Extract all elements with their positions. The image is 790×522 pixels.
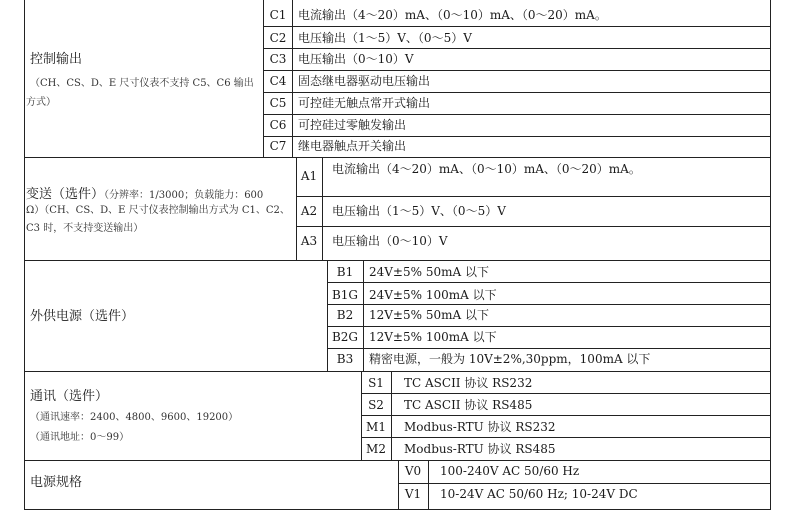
column-divider: [322, 157, 323, 261]
option-code: A3: [300, 234, 318, 248]
row-divider: [327, 282, 771, 283]
option-code: A2: [300, 204, 318, 218]
option-description: 24V±5% 100mA 以下: [369, 288, 497, 302]
section-note: （CH、CS、D、E 尺寸仪表不支持 C5、C6 输出: [30, 78, 254, 89]
section-note: （通讯地址：0～99）: [30, 432, 130, 443]
option-code: B2G: [331, 330, 359, 344]
option-description: Modbus-RTU 协议 RS232: [404, 420, 556, 434]
option-code: C7: [269, 139, 287, 153]
row-divider: [398, 483, 771, 484]
option-description: 继电器触点开关输出: [298, 139, 407, 153]
option-code: M1: [366, 420, 386, 434]
option-code: B2: [336, 308, 354, 322]
option-description: 可控硅无触点常开式输出: [298, 96, 431, 110]
row-divider: [263, 92, 771, 93]
row-divider: [296, 226, 771, 227]
option-code: C1: [269, 8, 287, 22]
section-title: 变送（选件）: [26, 187, 105, 202]
section-note: （通讯速率：2400、4800、9600、19200）: [30, 412, 239, 423]
section-title-communication: 通讯（选件）: [30, 389, 109, 404]
column-divider: [263, 0, 264, 158]
option-description: 24V±5% 50mA 以下: [369, 265, 489, 279]
section-note: Ω）（CH、CS、D、E 尺寸仪表控制输出方式为 C1、C2、: [26, 205, 290, 216]
row-divider: [361, 415, 771, 416]
section-note: 方式）: [26, 97, 56, 108]
section-title-power-spec: 电源规格: [30, 475, 83, 490]
section-title-suffix: （分辨率：1/3000；负载能力：600: [104, 190, 264, 201]
section-divider: [24, 260, 771, 261]
table-border-right: [770, 0, 771, 510]
row-divider: [263, 70, 771, 71]
option-code: B3: [336, 352, 354, 366]
section-divider: [24, 157, 771, 158]
option-description: 固态继电器驱动电压输出: [298, 74, 431, 88]
option-code: C4: [269, 74, 287, 88]
option-description: 电压输出（1～5）V、（0～5）V: [298, 31, 472, 45]
option-description: 12V±5% 100mA 以下: [369, 330, 497, 344]
option-description: 12V±5% 50mA 以下: [369, 308, 489, 322]
row-divider: [263, 136, 771, 137]
option-description: 电流输出（4～20）mA、（0～10）mA、（0～20）mA。: [332, 162, 641, 176]
column-divider: [398, 460, 399, 510]
option-code: C5: [269, 96, 287, 110]
option-description: Modbus-RTU 协议 RS485: [404, 442, 556, 456]
option-code: V0: [404, 464, 422, 478]
column-divider: [363, 260, 364, 372]
section-note: C3 时，不支持变送输出）: [26, 223, 144, 234]
option-description: 100-240V AC 50/60 Hz: [440, 464, 580, 478]
table-border-left: [24, 0, 25, 510]
option-description: TC ASCII 协议 RS232: [404, 376, 533, 390]
row-divider: [263, 48, 771, 49]
option-code: C6: [269, 118, 287, 132]
row-divider: [263, 114, 771, 115]
column-divider: [361, 371, 362, 461]
row-divider: [263, 26, 771, 27]
option-description: 电压输出（0～10）V: [298, 52, 414, 66]
section-title-control-output: 控制输出: [30, 52, 83, 67]
column-divider: [391, 371, 392, 461]
section-title-power-supply: 外供电源（选件）: [30, 309, 135, 324]
row-divider: [327, 348, 771, 349]
option-description: 电压输出（0～10）V: [332, 234, 448, 248]
option-code: A1: [300, 169, 318, 183]
option-code: B1: [336, 265, 354, 279]
row-divider: [361, 437, 771, 438]
option-code: S1: [368, 376, 384, 390]
row-divider: [327, 304, 771, 305]
option-description: 电流输出（4～20）mA、（0～10）mA、（0～20）mA。: [298, 8, 607, 22]
option-description: 10-24V AC 50/60 Hz; 10-24V DC: [440, 487, 638, 501]
option-code: C3: [269, 52, 287, 66]
option-code: S2: [368, 398, 384, 412]
section-divider: [24, 371, 771, 372]
option-description: 精密电源，一般为 10V±2%,30ppm，100mA 以下: [369, 352, 651, 366]
column-divider: [428, 460, 429, 510]
column-divider: [327, 260, 328, 372]
option-code: C2: [269, 31, 287, 45]
section-title-transmit: [26, 185, 263, 201]
row-divider: [361, 393, 771, 394]
column-divider: [292, 0, 293, 158]
option-description: 可控硅过零触发输出: [298, 118, 407, 132]
option-code: M2: [366, 442, 386, 456]
row-divider: [296, 196, 771, 197]
option-description: TC ASCII 协议 RS485: [404, 398, 533, 412]
option-code: V1: [404, 487, 422, 501]
option-code: B1G: [331, 288, 359, 302]
row-divider: [327, 326, 771, 327]
option-description: 电压输出（1～5）V、（0～5）V: [332, 204, 506, 218]
column-divider: [296, 157, 297, 261]
